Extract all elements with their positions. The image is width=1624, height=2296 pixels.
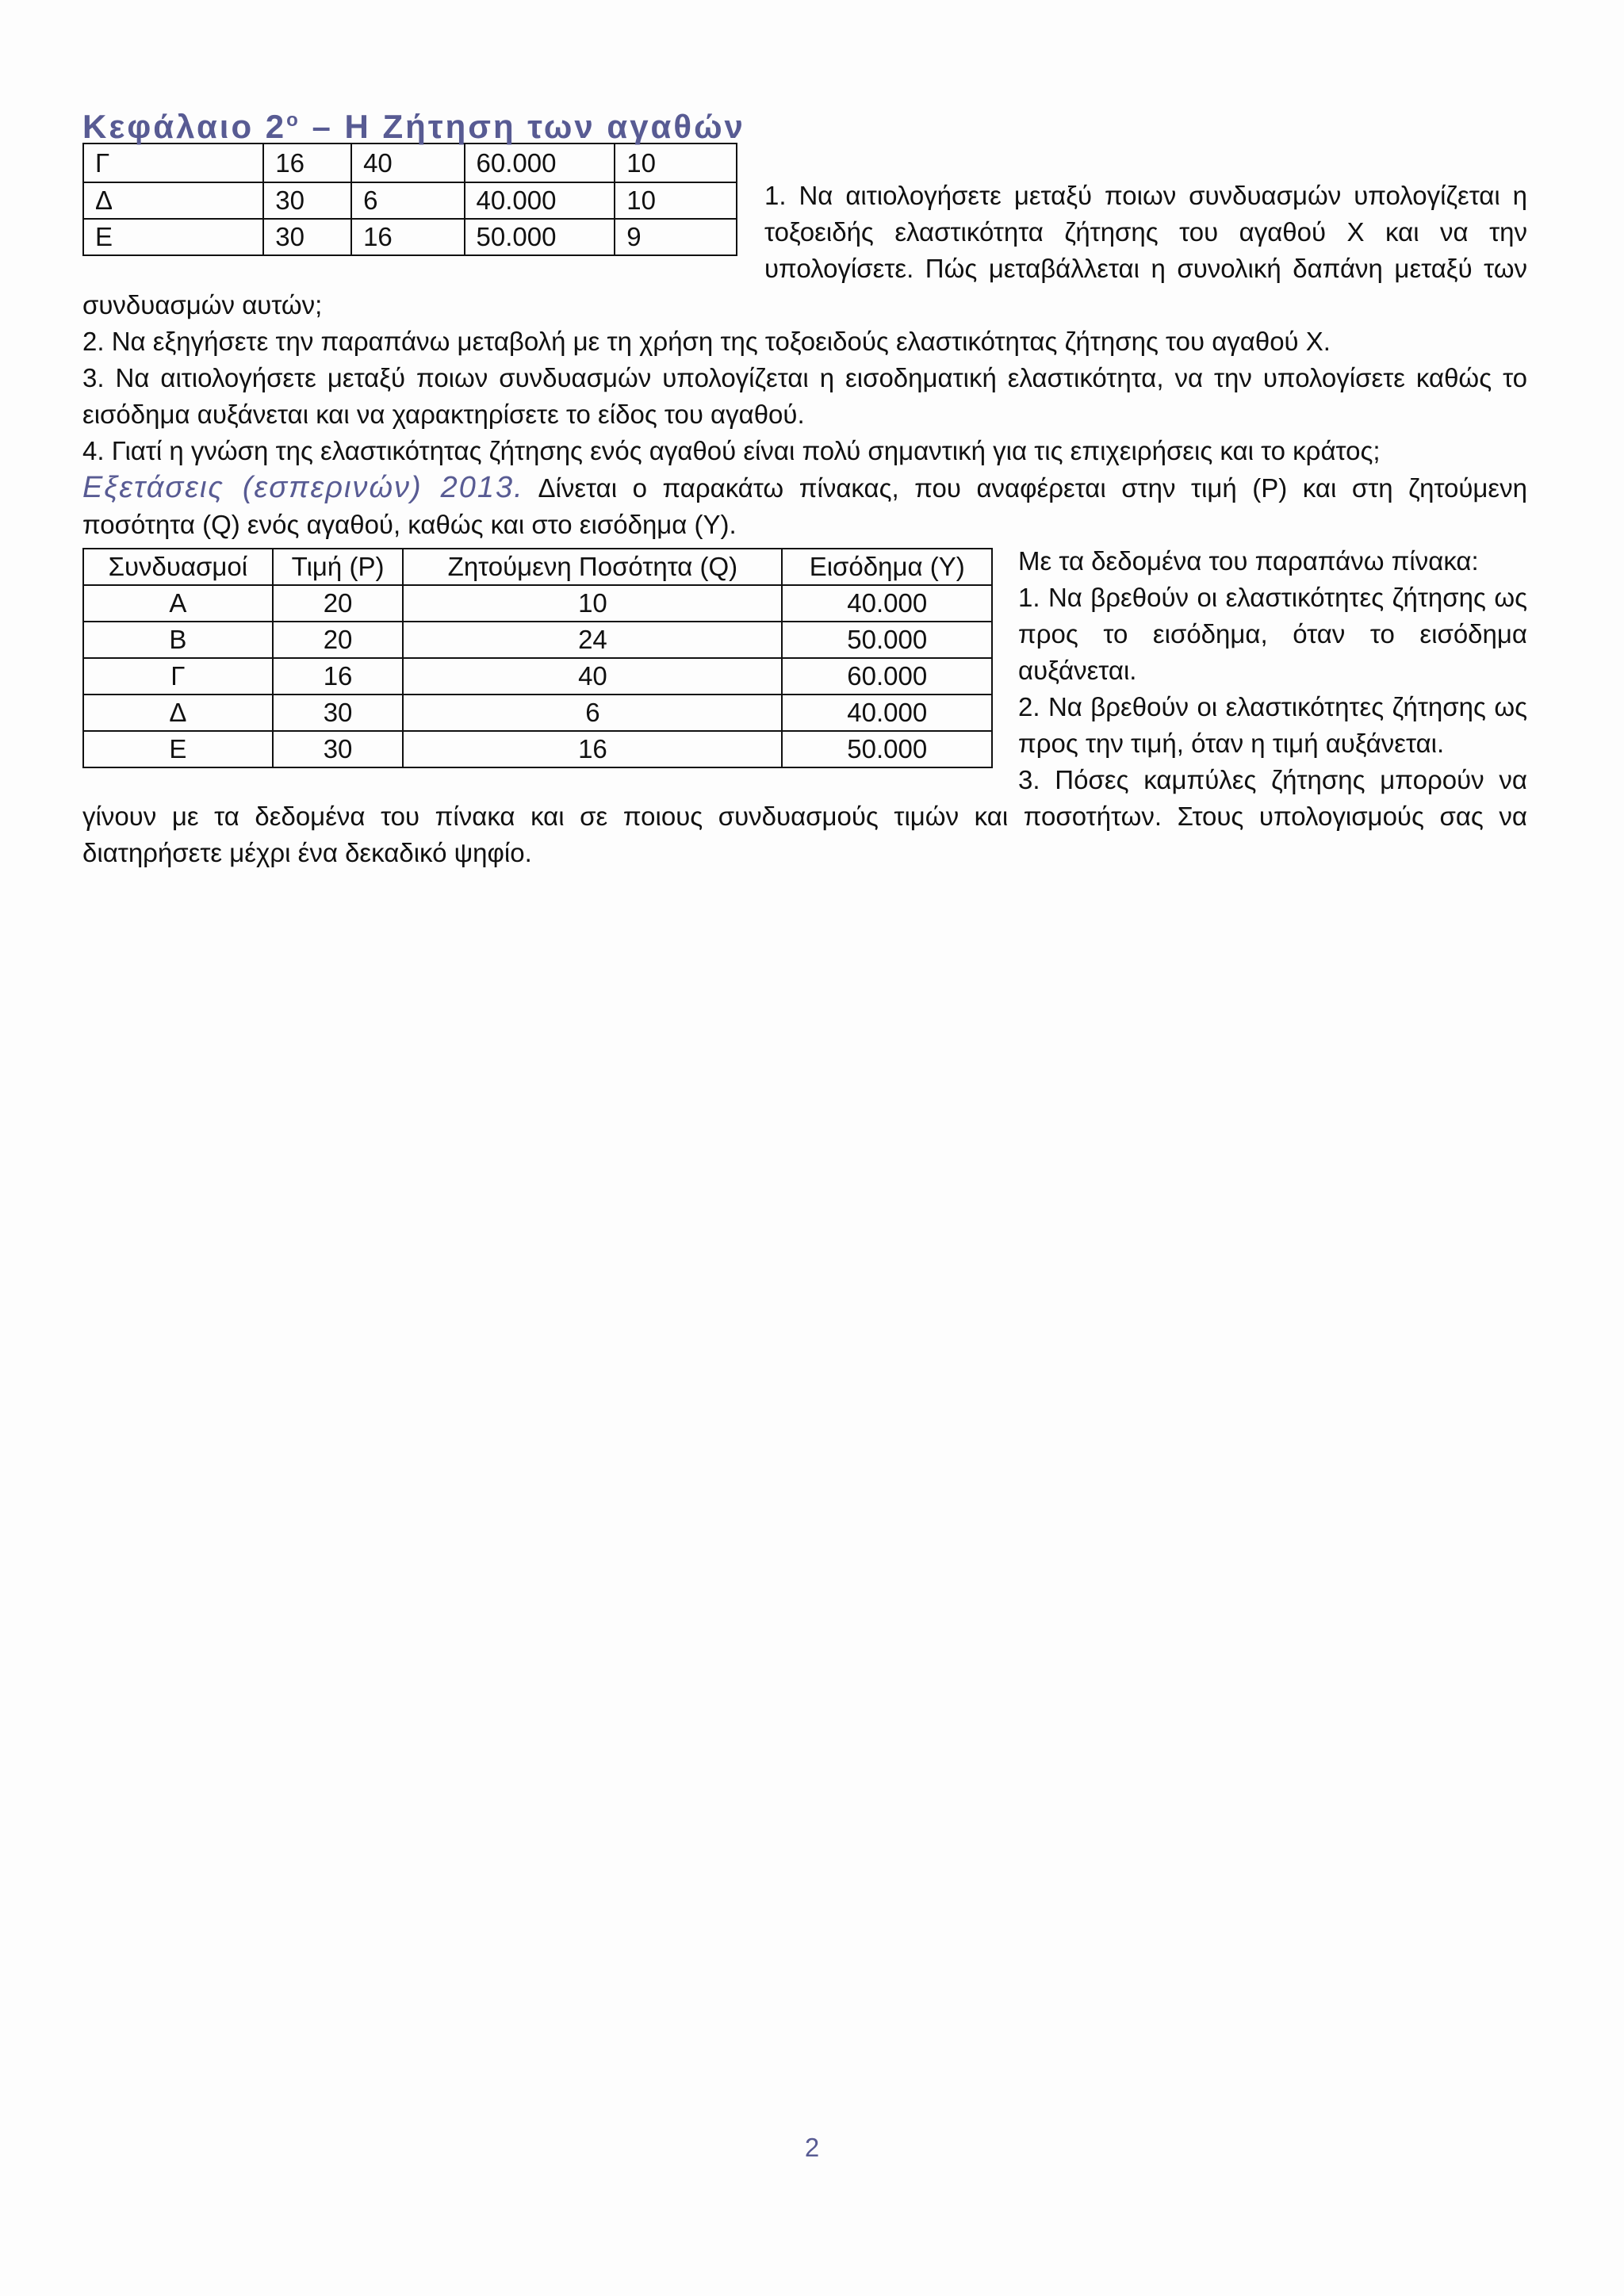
exam-questions-intro: Με τα δεδομένα του παραπάνω πίνακα: <box>1018 546 1479 576</box>
table-cell: Γ <box>83 144 263 182</box>
column-header: Συνδυασμοί <box>83 549 273 585</box>
table-cell: 6 <box>403 695 782 731</box>
column-header: Ζητούμενη Ποσότητα (Q) <box>403 549 782 585</box>
table-cell: 6 <box>351 182 464 219</box>
table-row <box>83 622 992 658</box>
table-row <box>83 144 737 182</box>
table-cell: 10 <box>615 182 737 219</box>
table-cell: 16 <box>403 731 782 767</box>
table-cell: 16 <box>263 144 351 182</box>
table-cell: 16 <box>351 219 464 255</box>
table-cell: 30 <box>273 695 404 731</box>
document-page <box>82 100 1527 871</box>
exam-question-2: 2. Να βρεθούν οι ελαστικότητες ζήτησης ως προς την τιμή, όταν η τιμή αυξάνεται. <box>1018 692 1527 758</box>
question-4: 4. Γιατί η γνώση της ελαστικότητας ζήτησης ενός αγαθού είναι πολύ σημαντική για τις επιχειρήσεις και το κράτος; <box>82 436 1381 465</box>
table-cell: 40.000 <box>782 695 992 731</box>
continued-data-table <box>82 143 737 256</box>
column-header: Εισόδημα (Y) <box>782 549 992 585</box>
table-row <box>83 731 992 767</box>
table-cell: 30 <box>263 219 351 255</box>
table-header-row <box>83 549 992 585</box>
chapter-ordinal-suffix: ο <box>286 109 301 131</box>
exam-intro-text: Δίνεται ο παρακάτω πίνακας, που αναφέρεται στην τιμή (P) και στη ζητούμενη ποσότητα (Q) ενός αγαθού, καθώς και στο εισόδημα (Y). <box>82 473 1528 539</box>
table-cell: 40 <box>351 144 464 182</box>
exam-question-3: 3. Πόσες καμπύλες ζήτησης μπορούν να γίνουν με τα δεδομένα του πίνακα και σε ποιους συνδυασμούς τιμών και ποσοτήτων. Στους υπολογισμούς σας να διατηρήσετε μέχρι ένα δεκαδικό ψηφίο. <box>82 765 1527 867</box>
table-cell: Δ <box>83 182 263 219</box>
question-3: 3. Να αιτιολογήσετε μεταξύ ποιων συνδυασμών υπολογίζεται η εισοδηματική ελαστικότητα, να την υπολογίσετε καθώς το εισόδημα αυξάνεται και να χαρακτηρίσετε το είδος του αγαθού. <box>82 363 1527 429</box>
table-row <box>83 658 992 695</box>
table-cell: Β <box>83 622 273 658</box>
table-row <box>83 695 992 731</box>
table-cell: 10 <box>615 144 737 182</box>
table-cell: 40 <box>403 658 782 695</box>
table-cell: Δ <box>83 695 273 731</box>
table-cell: 24 <box>403 622 782 658</box>
column-header: Τιμή (P) <box>273 549 404 585</box>
table-row <box>83 219 737 255</box>
table-row <box>83 182 737 219</box>
table-cell: Ε <box>83 219 263 255</box>
table-cell: 30 <box>263 182 351 219</box>
table-cell: 20 <box>273 585 404 622</box>
exam-question-1: 1. Να βρεθούν οι ελαστικότητες ζήτησης ως προς το εισόδημα, όταν το εισόδημα αυξάνεται. <box>1018 583 1527 685</box>
table-cell: 9 <box>615 219 737 255</box>
table-cell: 50.000 <box>782 731 992 767</box>
table-cell: 20 <box>273 622 404 658</box>
exam-intro-paragraph <box>82 469 1527 543</box>
table-cell: 40.000 <box>782 585 992 622</box>
table-cell: 40.000 <box>465 182 615 219</box>
page-number: 2 <box>804 2133 820 2162</box>
table-cell: 60.000 <box>782 658 992 695</box>
exam-label: Εξετάσεις (εσπερινών) 2013. <box>82 471 524 504</box>
table-cell: 30 <box>273 731 404 767</box>
table-cell: 10 <box>403 585 782 622</box>
table-cell: 50.000 <box>782 622 992 658</box>
table-cell: Α <box>83 585 273 622</box>
question-1: 1. Να αιτιολογήσετε μεταξύ ποιων συνδυασμών υπολογίζεται η τοξοειδής ελαστικότητα ζήτησης του αγαθού Χ και να την υπολογίσετε. Πώς μεταβάλλεται η συνολική δαπάνη μεταξύ των συνδυασμών αυτών; <box>82 181 1527 320</box>
table-cell: Ε <box>83 731 273 767</box>
price-quantity-income-table <box>82 548 993 768</box>
table-cell: 60.000 <box>465 144 615 182</box>
question-2: 2. Να εξηγήσετε την παραπάνω μεταβολή με τη χρήση της τοξοειδούς ελαστικότητας ζήτησης του αγαθού Χ. <box>82 327 1331 356</box>
chapter-heading <box>82 100 1527 145</box>
chapter-title: Κεφάλαιο 2 <box>82 108 287 145</box>
table-cell: 50.000 <box>465 219 615 255</box>
table-cell: 16 <box>273 658 404 695</box>
table-cell: Γ <box>83 658 273 695</box>
table-row <box>83 585 992 622</box>
chapter-subtitle: – Η Ζήτηση των αγαθών <box>300 108 745 145</box>
